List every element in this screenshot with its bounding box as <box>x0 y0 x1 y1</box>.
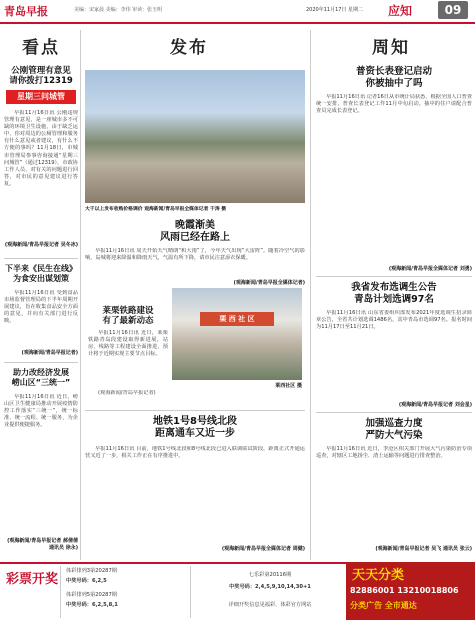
photo-caption: 莱西社区 摄 <box>275 383 302 389</box>
section-fabu <box>170 30 208 60</box>
community-sign: 栗 西 社 区 <box>200 312 274 326</box>
article-body: 早报11月16日讯 周天开始天气晴朗“积大雨”了，今年天气出现“大雷阵”。随着冷空气的影响，岛城将迎来降温和降雨天气，气温有所下降，请市民注意添衣保暖。 <box>85 248 305 262</box>
lottery-pl3-title: 体彩排列3第20287期 <box>66 568 117 574</box>
ad-title: 天天分类 <box>352 568 405 583</box>
article-source: (观海新闻/青岛早报记者 吴飞 通讯员 张云) <box>375 546 472 552</box>
issue-date: 2020年11月17日 星期二 <box>306 7 364 13</box>
news-photo-market <box>85 70 305 203</box>
article-body: 早报11月16日讯 近日，崂山区卫生健康局推动开展疫情防控工作落实“三统一”，统一标准、统一流程、统一服务，为企业提供便捷服务。 <box>4 394 78 429</box>
lottery-qlc-numbers: 中奖号码：2,4,5,9,10,14,30+1 <box>229 584 311 590</box>
section-kandian <box>22 30 60 60</box>
editor-info: 美编：宋家晨 美编：李伟 审读：张玉明 <box>74 7 163 13</box>
headline-metro: 地铁1号8号线北段 距离通车又近一步 <box>153 416 237 439</box>
article-body: (观海新闻/青岛早报记者) <box>98 390 156 396</box>
divider <box>4 258 78 259</box>
headline-pollution: 加强巡查力度 严防大气污染 <box>365 418 423 441</box>
headline-railway: 莱栗铁路建设 有了最新动态 <box>102 306 154 326</box>
article-body: 早报11月16日讯 目前，地铁1号线北段和8号线北段已进入联调联试阶段，距离正式开通运营又近了一步，相关工作正在有序推进中。 <box>85 446 305 460</box>
photo-caption: 大干以上发布收购价格调价 观海新闻/青岛早报全媒体记者 干涛 摄 <box>85 207 227 212</box>
headline-civil-servant: 我省发布选调生公告 青岛计划选调97名 <box>351 282 437 305</box>
lottery-pl5-title: 体彩排列5第20287期 <box>66 592 117 598</box>
article-source: (观海新闻/青岛早报记者 吴冬冰) <box>4 242 78 248</box>
newspaper-logo: 青岛早报 <box>4 5 48 18</box>
news-photo-community <box>172 288 302 380</box>
divider <box>316 412 472 413</box>
article-source: (观海新闻/青岛早报记者 刘会星) <box>398 402 472 408</box>
column-divider <box>190 566 191 618</box>
classified-ad <box>346 562 475 620</box>
article-source: (观海新闻/青岛早报全媒体记者) <box>233 280 305 286</box>
article-source: (观海新闻/青岛早报全媒体记者 周健) <box>221 546 305 552</box>
section-zhouzhi <box>372 30 410 60</box>
divider <box>85 410 305 411</box>
headline-livelihood: 下半来《民生在线》 为食安出谋划策 <box>5 264 77 283</box>
lottery-title: 彩票开奖 <box>6 572 59 587</box>
article-body: 早报11月16日讯 近日，李沧区相关部门开展大气污染防治专项巡查，对辖区工地扬尘、渣土运输等问题进行排查整治。 <box>316 446 472 460</box>
headline-laoshan: 助力改经济发展 崂山区“三统一” <box>11 368 71 387</box>
article-body: 早报11月16日讯 山东省委组织部发布2021年度选调生招录简章公告，全省共计划选调1486名，其中青岛市选调97名。报名时间为11月17日至11月21日。 <box>316 310 472 331</box>
article-source: (观海新闻/青岛早报记者) <box>21 350 78 356</box>
headline-weather: 晚霞渐美 风雨已经在路上 <box>160 220 230 243</box>
section-title: 应知 <box>388 4 413 18</box>
lottery-pl3-numbers: 中奖号码：6,2,5 <box>66 578 107 584</box>
article-body: 早报11月16日讯 受到食品市场监督管理局的下半年周期开展建议，旨在收集食品安全方面的意见，并向有关部门进行反映。 <box>4 290 78 325</box>
column-divider <box>80 30 81 560</box>
section-label: 发布 <box>170 37 208 58</box>
divider <box>4 362 78 363</box>
ad-phone: 82886001 13210018806 <box>350 586 459 595</box>
ad-line: 分类广告 全市通达 <box>350 601 417 610</box>
section-label: 看点 <box>22 37 60 58</box>
article-body: 早报11月16日讯 公刚违规管理有意见，是一座城市多不可缺的环境卫生设施。由于缺乏运中，你对周边的公厕管理和服务有什么意见或者建议，有什么不方便的事吗？11月18日，市城市管理局参事咨询接通“星期三问城管”（通过12319），市政协工作人员、对有关的问题进行回答，对市民的意见建议进行答复。 <box>4 110 78 187</box>
lottery-pl5-numbers: 中奖号码：6,2,5,8,1 <box>66 602 118 608</box>
article-source: (观海新闻/青岛早报记者 郝倩倩 通讯员 徐永) <box>7 538 78 551</box>
article-body: 早报11月16日讯 记者16日从市统计局获悉，根据全国人口普查统一安排，普查长表登记工作11月中旬启动。抽中的住户请配合普查员完成长表登记。 <box>316 94 472 115</box>
headline-census: 普资长表登记启动 你被抽中了吗 <box>355 66 432 89</box>
page-number: 09 <box>438 1 468 19</box>
section-label: 周知 <box>372 37 410 58</box>
column-divider <box>310 30 311 560</box>
divider <box>316 276 472 277</box>
column-divider <box>60 566 61 618</box>
headline-toilet: 公刚管理有意见 请你拨打12319 <box>9 66 73 86</box>
article-source: (观海新闻/青岛早报全媒体记者 刘勇) <box>388 266 472 272</box>
wednesday-tag: 星期三问城管 <box>6 90 76 104</box>
lottery-qlc-title: 七乐彩第20116期 <box>248 572 292 578</box>
article-body: 早报11月16日讯 近日，莱栗铁路青岛段建设取得新进展，站房、线路等工程建设全面推进，预计将于近期实现主要节点目标。 <box>88 330 168 358</box>
lottery-note: 详细开奖信息见福彩、体彩官方网站 <box>228 602 312 608</box>
